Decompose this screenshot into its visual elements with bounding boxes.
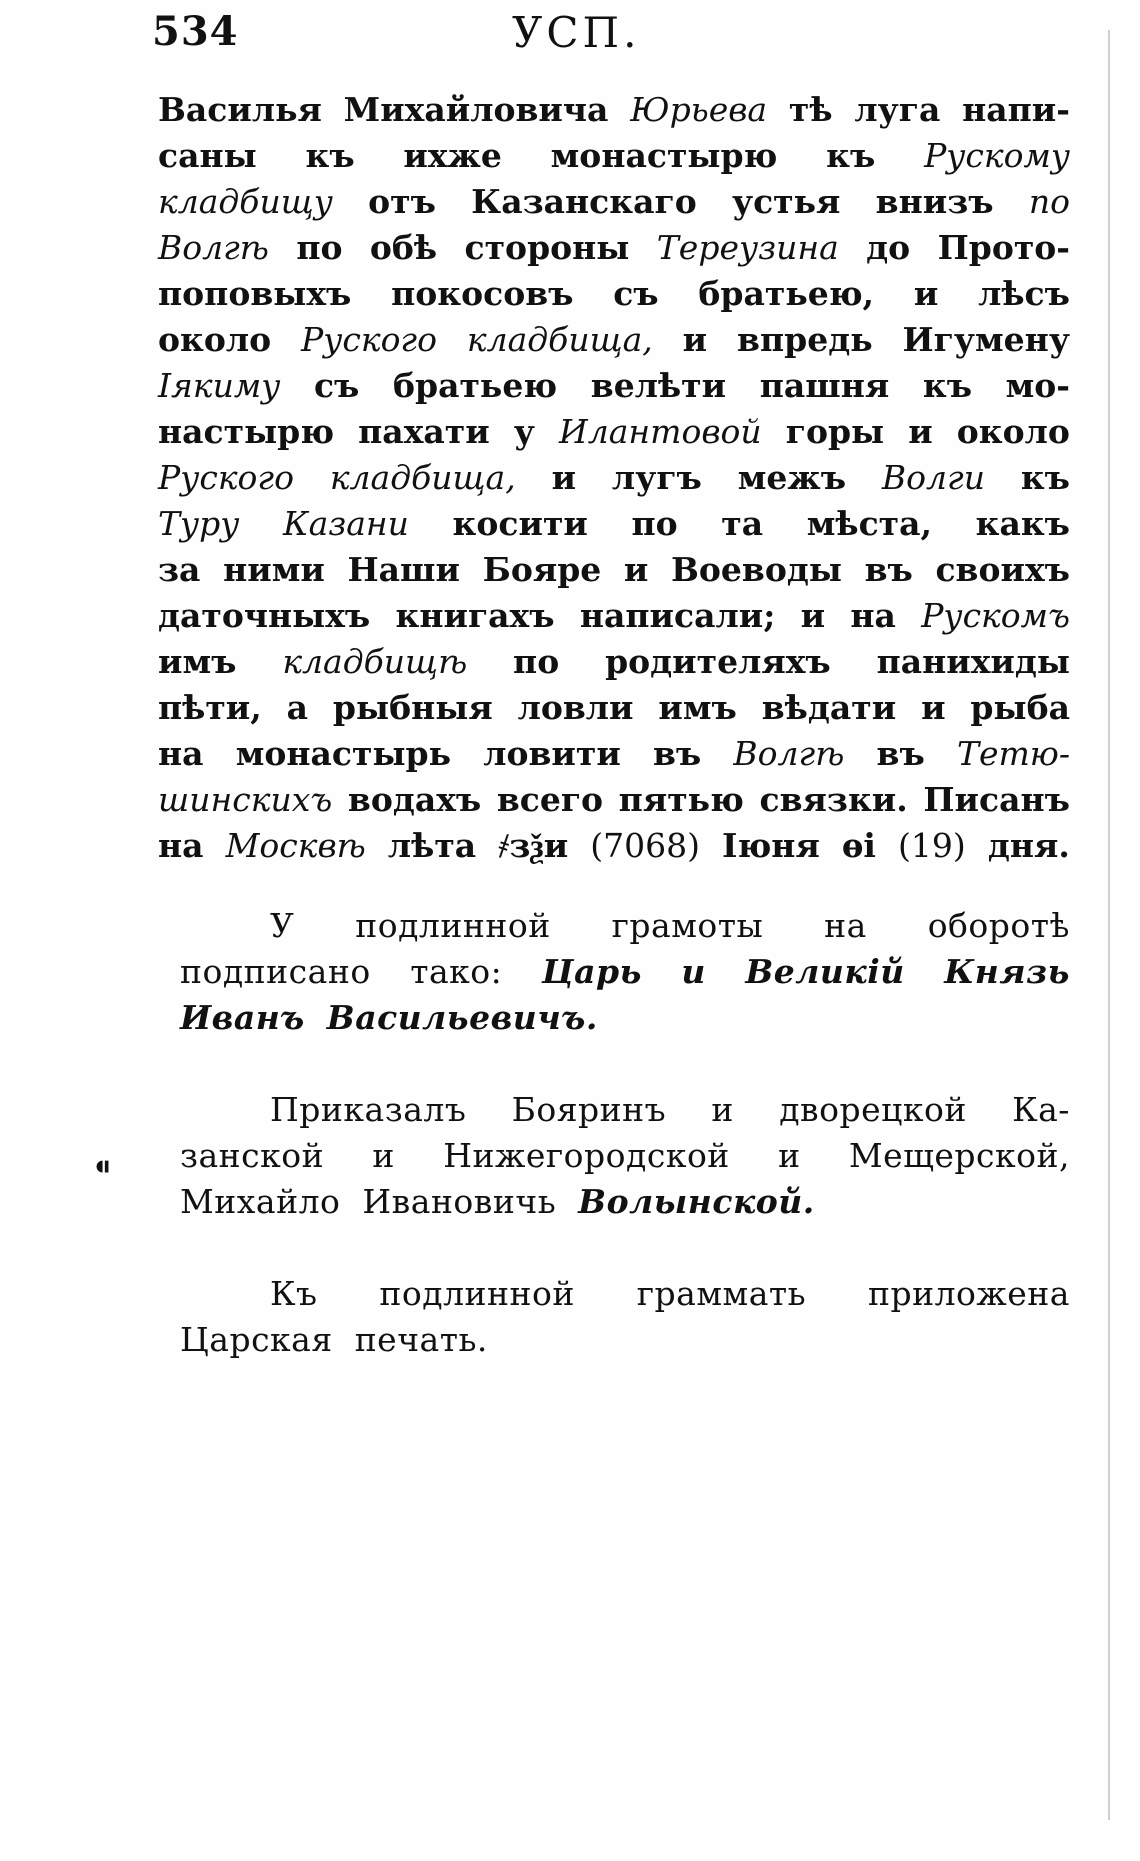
word: около: [158, 320, 272, 359]
text-line: [158, 458, 1070, 497]
word: съ: [313, 366, 360, 405]
word: имъ: [158, 642, 237, 681]
text-line: [158, 826, 1070, 866]
word: Царская: [180, 1320, 333, 1359]
text-line: [158, 412, 1070, 451]
word: къ: [1020, 458, 1070, 497]
word: панихиды: [876, 642, 1070, 681]
word: и: [372, 1136, 395, 1175]
word: Казанскаго: [471, 182, 697, 221]
word: Руского: [301, 320, 437, 359]
word: по: [296, 228, 343, 267]
word: Воеводы: [671, 550, 842, 589]
word: кладбищѣ: [282, 642, 468, 681]
word: и: [908, 412, 933, 451]
word: за: [158, 550, 201, 589]
word: кладбища,: [466, 320, 653, 359]
word: Туру: [158, 504, 240, 543]
word: Волгѣ: [158, 228, 269, 267]
word: Ка-: [1012, 1090, 1070, 1129]
word: тако:: [410, 952, 503, 991]
word: Игумену: [902, 320, 1070, 359]
word: Рускому: [924, 136, 1070, 175]
word: пашня: [759, 366, 890, 405]
page-header: [152, 8, 1052, 68]
word: горы: [785, 412, 885, 451]
word: братьею,: [698, 274, 875, 313]
word: написали;: [579, 596, 776, 635]
word: мо-: [1005, 366, 1070, 405]
word: занской: [180, 1136, 325, 1175]
word: на: [850, 596, 896, 635]
word: ловити: [483, 734, 621, 773]
word: Волынской.: [578, 1182, 815, 1221]
word: Царь: [541, 952, 642, 991]
word: и: [551, 458, 577, 497]
word: своихъ: [935, 550, 1070, 589]
word: устья: [731, 182, 841, 221]
word: саны: [158, 136, 257, 175]
word: Приказалъ: [270, 1090, 467, 1129]
word: связки.: [759, 780, 908, 819]
word: Волгѣ: [733, 734, 845, 773]
text-line: [180, 1182, 1070, 1221]
word: Васильевичъ.: [326, 998, 598, 1037]
word: Руского: [158, 458, 294, 497]
text-line: [158, 320, 1070, 359]
word: Мещерской,: [848, 1136, 1070, 1175]
word: въ: [864, 550, 913, 589]
word: та: [721, 504, 764, 543]
text-line: [158, 90, 1070, 129]
word: Рускомъ: [921, 596, 1070, 635]
word: обѣ: [369, 228, 438, 267]
word: Илантовой: [558, 412, 762, 451]
word: на: [158, 826, 204, 865]
text-line: [158, 182, 1070, 221]
word: подлинной: [355, 906, 551, 945]
word: и: [711, 1090, 734, 1129]
word: имъ: [658, 688, 737, 727]
word: кладбища,: [329, 458, 516, 497]
text-line: [158, 642, 1070, 681]
word: какъ: [975, 504, 1070, 543]
word: книгахъ: [395, 596, 555, 635]
word: поповыхъ: [158, 274, 352, 313]
word: грамоты: [611, 906, 764, 945]
word: на: [824, 906, 867, 945]
word: монастырю: [550, 136, 778, 175]
word: ловли: [517, 688, 634, 727]
text-line: [158, 550, 1070, 589]
word: впредь: [737, 320, 873, 359]
word: подписано: [180, 952, 371, 991]
word: пѣти,: [158, 688, 262, 727]
word: печать.: [354, 1320, 488, 1359]
word: Иванъ: [180, 998, 305, 1037]
word: и: [913, 274, 939, 313]
word: около: [956, 412, 1070, 451]
word: Іюня: [722, 826, 820, 865]
word: дворецкой: [779, 1090, 967, 1129]
text-line: [180, 1320, 1070, 1359]
word: къ: [826, 136, 876, 175]
word: напи-: [962, 90, 1070, 129]
word: на: [158, 734, 204, 773]
word: тѣ: [788, 90, 833, 129]
word: ними: [223, 550, 325, 589]
word: водахъ: [347, 780, 482, 819]
page-edge-line: [1108, 30, 1110, 1820]
word: внизъ: [875, 182, 994, 221]
text-line: [270, 906, 1070, 945]
word: до: [866, 228, 911, 267]
word: ҂зѯи: [498, 826, 569, 865]
word: Прото-: [937, 228, 1070, 267]
word: Іякиму: [158, 366, 281, 405]
word: Великій: [745, 952, 905, 991]
word: въ: [876, 734, 925, 773]
word: дня.: [987, 826, 1070, 865]
word: и: [681, 952, 706, 991]
word: пахати: [358, 412, 490, 451]
word: (7068): [590, 826, 700, 865]
word: подлинной: [379, 1274, 575, 1313]
text-line: [158, 274, 1070, 313]
word: братьею: [393, 366, 558, 405]
word: Ивановичь: [362, 1182, 557, 1221]
word: (19): [898, 826, 966, 865]
word: монастырь: [235, 734, 452, 773]
word: покосовъ: [391, 274, 574, 313]
word: приложена: [867, 1274, 1070, 1313]
running-head: УСП.: [512, 8, 641, 57]
word: Наши: [347, 550, 460, 589]
word: граммать: [636, 1274, 807, 1313]
word: у: [513, 412, 535, 451]
word: Михайловича: [343, 90, 609, 129]
word: велѣти: [590, 366, 727, 405]
word: кладбищу: [158, 182, 333, 221]
word: косити: [452, 504, 588, 543]
word: оборотѣ: [927, 906, 1070, 945]
word: Бояринъ: [511, 1090, 667, 1129]
word: и: [921, 688, 946, 727]
text-line: [180, 998, 1070, 1037]
word: въ: [652, 734, 702, 773]
word: по: [513, 642, 560, 681]
word: Нижегородской: [443, 1136, 730, 1175]
word: а: [286, 688, 309, 727]
word: Казани: [283, 504, 409, 543]
text-line: [158, 504, 1070, 543]
word: рыба: [970, 688, 1070, 727]
text-line: [270, 1090, 1070, 1129]
text-line: [270, 1274, 1070, 1313]
word: и: [800, 596, 826, 635]
text-line: [158, 688, 1070, 727]
word: пятью: [618, 780, 744, 819]
word: рыбныя: [332, 688, 493, 727]
word: Князь: [944, 952, 1070, 991]
word: къ: [305, 136, 355, 175]
word: Юрьева: [630, 90, 768, 129]
word: лѣсъ: [978, 274, 1070, 313]
text-line: [158, 780, 1070, 819]
word: родителяхъ: [605, 642, 831, 681]
word: Къ: [270, 1274, 318, 1313]
word: Бояре: [482, 550, 602, 589]
word: по: [631, 504, 678, 543]
word: У: [270, 906, 295, 945]
word: настырю: [158, 412, 335, 451]
word: вѣдати: [761, 688, 897, 727]
page-number: 534: [152, 8, 239, 55]
text-line: [180, 1136, 1070, 1175]
word: и: [623, 550, 649, 589]
word: всего: [496, 780, 604, 819]
word: Михайло: [180, 1182, 341, 1221]
word: Тетю-: [956, 734, 1070, 773]
text-line: [158, 366, 1070, 405]
word: межъ: [737, 458, 847, 497]
word: отъ: [368, 182, 436, 221]
word: Москвѣ: [225, 826, 366, 865]
word: Волги: [881, 458, 985, 497]
word: лѣта: [387, 826, 477, 865]
word: и: [778, 1136, 801, 1175]
text-line: [158, 734, 1070, 773]
text-line: [180, 952, 1070, 991]
word: съ: [613, 274, 659, 313]
text-line: [158, 596, 1070, 635]
word: шинскихъ: [158, 780, 333, 819]
word: даточныхъ: [158, 596, 371, 635]
word: Писанъ: [923, 780, 1070, 819]
word: и: [682, 320, 708, 359]
text-line: [158, 228, 1070, 267]
word: Василья: [158, 90, 322, 129]
word: ѳі: [841, 826, 876, 865]
word: къ: [922, 366, 973, 405]
word: по: [1028, 182, 1070, 221]
word: стороны: [464, 228, 630, 267]
word: мѣста,: [806, 504, 932, 543]
word: луга: [854, 90, 941, 129]
text-line: [158, 136, 1070, 175]
margin-mark-icon: ⁌: [94, 1148, 111, 1188]
word: ихже: [403, 136, 502, 175]
word: лугъ: [611, 458, 702, 497]
word: Тереузина: [656, 228, 839, 267]
